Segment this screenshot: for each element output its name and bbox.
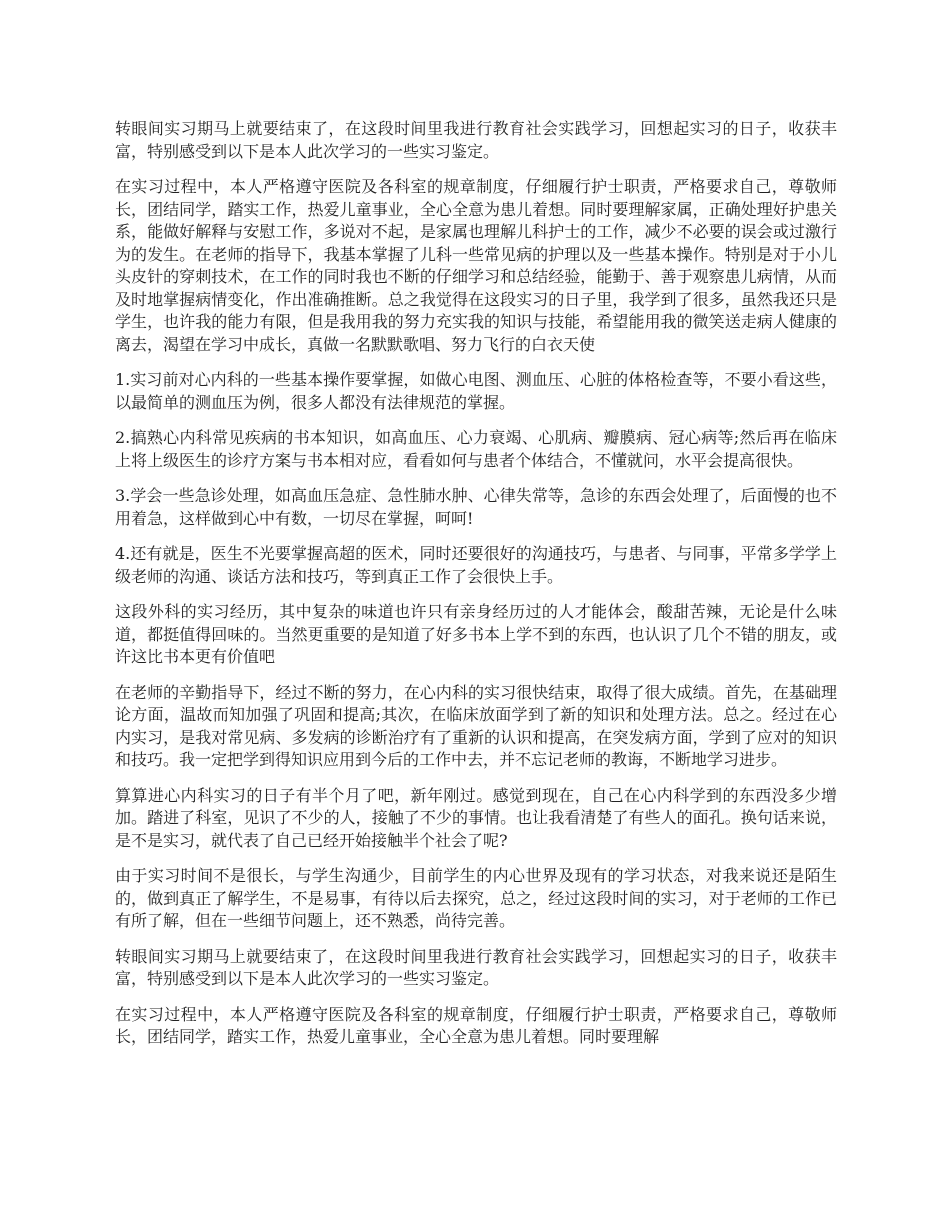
paragraph-9: 算算进心内科实习的日子有半个月了吧，新年刚过。感觉到现在，自己在心内科学到的东西没多少增加。踏进了科室，见识了不少的人，接触了不少的事情。也让我看清楚了有些人的面孔。换句话来说，是不是实习，就代表了自己已经开始接触半个社会了呢? — [115, 785, 837, 850]
paragraph-1: 转眼间实习期马上就要结束了，在这段时间里我进行教育社会实践学习，回想起实习的日子，收获丰富，特别感受到以下是本人此次学习的一些实习鉴定。 — [115, 119, 837, 161]
document-page — [115, 118, 837, 1062]
paragraph-5: 3.学会一些急诊处理，如高血压急症、急性肺水肿、心律失常等，急诊的东西会处理了，后面慢的也不用着急，这样做到心中有数，一切尽在掌握，呵呵! — [115, 486, 837, 528]
paragraph-7: 这段外科的实习经历，其中复杂的味道也许只有亲身经历过的人才能体会，酸甜苦辣，无论是什么味道，都挺值得回味的。当然更重要的是知道了好多书本上学不到的东西，也认识了几个不错的朋友，或许这比书本更有价值吧 — [115, 602, 837, 666]
paragraph-8: 在老师的辛勤指导下，经过不断的努力，在心内科的实习很快结束，取得了很大成绩。首先，在基础理论方面，温故而知加强了巩固和提高;其次，在临床放面学到了新的知识和处理方法。总之。经过在心内实习，是我对常见病、多发病的诊断治疗有了重新的认识和提高，在突发病方面，学到了应对的知识和技巧。我一定把学到得知识应用到今后的工作中去，并不忘记老师的教诲，不断地学习进步。 — [115, 682, 837, 769]
paragraph-6: 4.还有就是，医生不光要掌握高超的医术，同时还要很好的沟通技巧，与患者、与同事，平常多学学上级老师的沟通、谈话方法和技巧，等到真正工作了会很快上手。 — [115, 544, 837, 586]
paragraph-10: 由于实习时间不是很长，与学生沟通少，目前学生的内心世界及现有的学习状态，对我来说还是陌生的，做到真正了解学生，不是易事，有待以后去探究，总之，经过这段时间的实习，对于老师的工作已有所了解，但在一些细节问题上，还不熟悉，尚待完善。 — [115, 866, 837, 930]
paragraph-12: 在实习过程中，本人严格遵守医院及各科室的规章制度，仔细履行护士职责，严格要求自己，尊敬师长，团结同学，踏实工作，热爱儿童事业，全心全意为患儿着想。同时要理解 — [115, 1004, 837, 1046]
paragraph-11: 转眼间实习期马上就要结束了，在这段时间里我进行教育社会实践学习，回想起实习的日子，收获丰富，特别感受到以下是本人此次学习的一些实习鉴定。 — [115, 946, 837, 988]
paragraph-4: 2.搞熟心内科常见疾病的书本知识，如高血压、心力衰竭、心肌病、瓣膜病、冠心病等;然后再在临床上将上级医生的诊疗方案与书本相对应，看看如何与患者个体结合，不懂就问，水平会提高很快。 — [115, 428, 837, 470]
paragraph-2: 在实习过程中，本人严格遵守医院及各科室的规章制度，仔细履行护士职责，严格要求自己，尊敬师长，团结同学，踏实工作，热爱儿童事业，全心全意为患儿着想。同时要理解家属，正确处理好护患关系，能做好解释与安慰工作，多说对不起，是家属也理解儿科护士的工作，减少不必要的误会或过激行为的发生。在老师的指导下，我基本掌握了儿科一些常见病的护理以及一些基本操作。特别是对于小儿头皮针的穿刺技术，在工作的同时我也不断的仔细学习和总结经验，能勤于、善于观察患儿病情，从而及时地掌握病情变化，作出准确推断。总之我觉得在这段实习的日子里，我学到了很多，虽然我还只是学生，也许我的能力有限，但是我用我的努力充实我的知识与技能，希望能用我的微笑送走病人健康的离去，渴望在学习中成长，真做一名默默歌唱、努力飞行的白衣天使 — [115, 177, 837, 354]
paragraph-3: 1.实习前对心内科的一些基本操作要掌握，如做心电图、测血压、心脏的体格检查等，不要小看这些，以最简单的测血压为例，很多人都没有法律规范的掌握。 — [115, 370, 837, 412]
